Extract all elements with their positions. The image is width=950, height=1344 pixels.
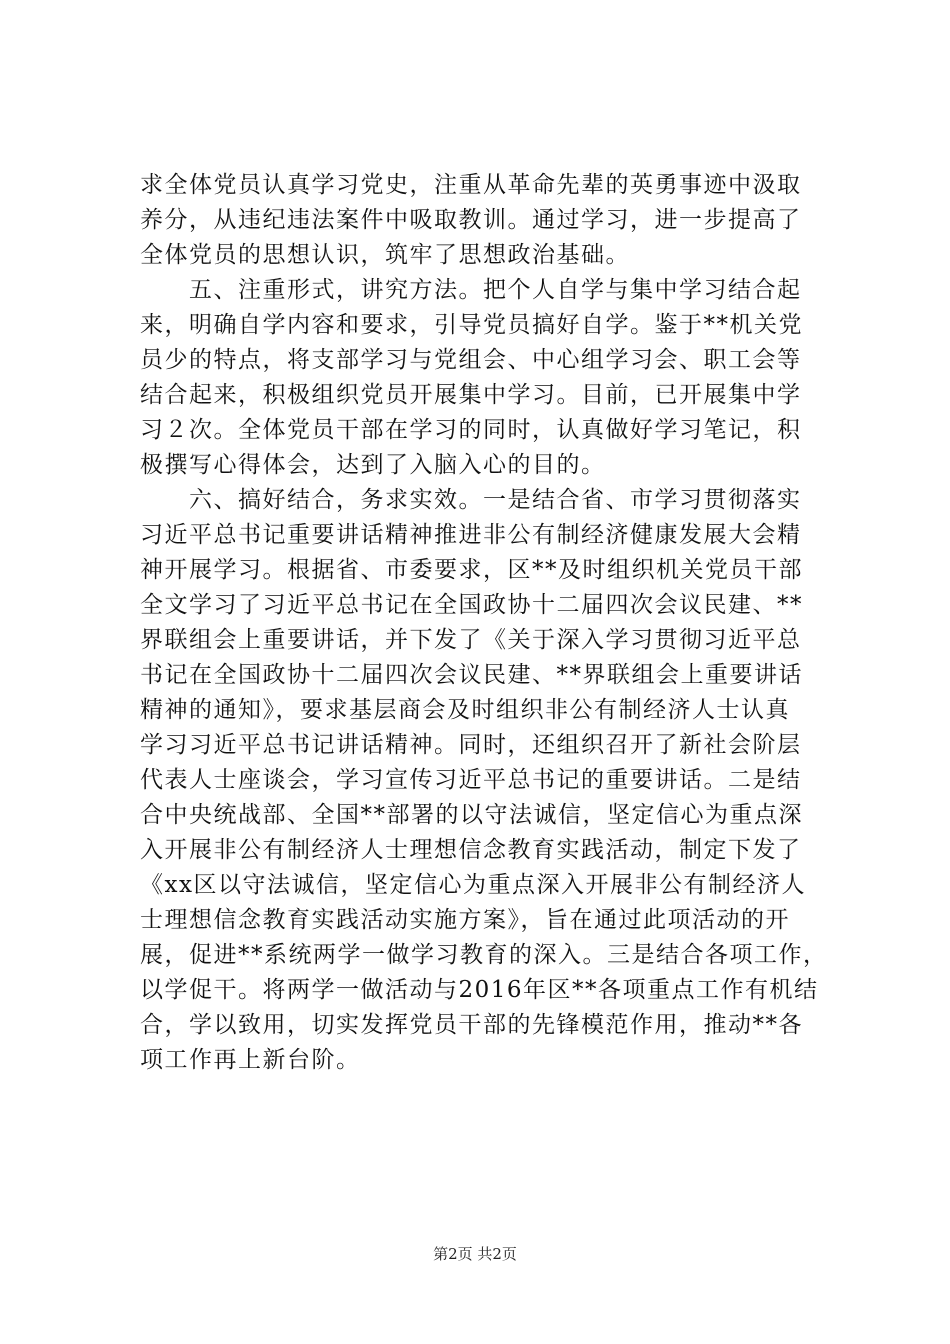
- text-line: 界联组会上重要讲话，并下发了《关于深入学习贯彻习近平总: [140, 627, 802, 653]
- text-line: 习２次。全体党员干部在学习的同时，认真做好学习笔记，积: [140, 417, 802, 443]
- text-line: 入开展非公有制经济人士理想信念教育实践活动，制定下发了: [140, 837, 802, 863]
- text-line: 结合起来，积极组织党员开展集中学习。目前，已开展集中学: [140, 382, 802, 408]
- text-line: 全文学习了习近平总书记在全国政协十二届四次会议民建、**: [140, 592, 803, 618]
- text-line: 精神的通知》，要求基层商会及时组织非公有制经济人士认真: [140, 697, 790, 723]
- text-line: 养分，从违纪违法案件中吸取教训。通过学习，进一步提高了: [140, 207, 802, 233]
- body-text: [140, 168, 828, 1078]
- text-line: 五、注重形式，讲究方法。把个人自学与集中学习结合起: [140, 277, 802, 303]
- text-line: 代表人士座谈会，学习宣传习近平总书记的重要讲话。二是结: [140, 767, 802, 793]
- text-line: 展，促进**系统两学一做学习教育的深入。三是结合各项工作，: [140, 942, 828, 968]
- page-number-label: 第2页 共2页: [433, 1245, 517, 1263]
- text-line: 习近平总书记重要讲话精神推进非公有制经济健康发展大会精: [140, 522, 802, 548]
- page-footer: [0, 1244, 950, 1264]
- text-line: 以学促干。将两学一做活动与2016年区**各项重点工作有机结: [140, 977, 819, 1003]
- text-line: 士理想信念教育实践活动实施方案》，旨在通过此项活动的开: [140, 907, 790, 933]
- text-line: 全体党员的思想认识，筑牢了思想政治基础。: [140, 242, 630, 268]
- text-line: 合，学以致用，切实发挥党员干部的先锋模范作用，推动**各: [140, 1012, 803, 1038]
- text-line: 来，明确自学内容和要求，引导党员搞好自学。鉴于**机关党: [140, 312, 803, 338]
- text-line: 书记在全国政协十二届四次会议民建、**界联组会上重要讲话: [140, 662, 803, 688]
- text-line: 《xx区以守法诚信，坚定信心为重点深入开展非公有制经济人: [140, 872, 806, 898]
- text-line: 神开展学习。根据省、市委要求，区**及时组织机关党员干部: [140, 557, 803, 583]
- text-line: 合中央统战部、全国**部署的以守法诚信，坚定信心为重点深: [140, 802, 803, 828]
- text-line: 求全体党员认真学习党史，注重从革命先辈的英勇事迹中汲取: [140, 172, 802, 198]
- text-line: 六、搞好结合，务求实效。一是结合省、市学习贯彻落实: [140, 487, 802, 513]
- text-line: 项工作再上新台阶。: [140, 1047, 361, 1073]
- text-line: 员少的特点，将支部学习与党组会、中心组学习会、职工会等: [140, 347, 802, 373]
- text-line: 极撰写心得体会，达到了入脑入心的目的。: [140, 452, 606, 478]
- text-line: 学习习近平总书记讲话精神。同时，还组织召开了新社会阶层: [140, 732, 802, 758]
